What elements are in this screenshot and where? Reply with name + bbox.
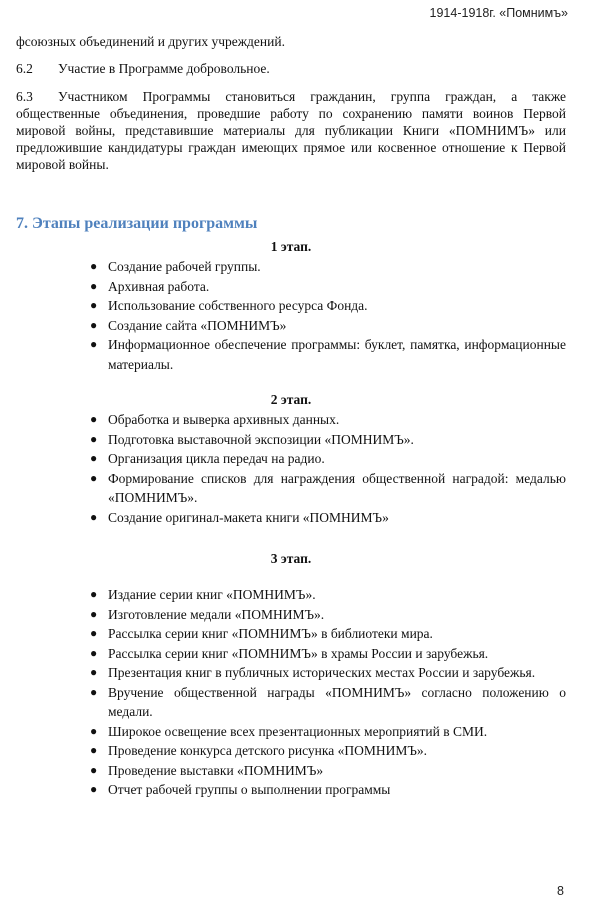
bullet-icon: ●	[90, 470, 98, 485]
list-item: ● Презентация книг в публичных исторических местах России и зарубежья.	[90, 663, 566, 683]
list-item: ● Проведение конкурса детского рисунка «ПОМНИМЪ».	[90, 741, 566, 761]
bullet-icon: ●	[90, 317, 98, 332]
list-item: ● Рассылка серии книг «ПОМНИМЪ» в храмы России и зарубежья.	[90, 644, 566, 664]
running-header: 1914-1918г. «Помнимъ»	[429, 6, 568, 20]
bullet-icon: ●	[90, 782, 98, 796]
list-item: ● Рассылка серии книг «ПОМНИМЪ» в библиотеки мира.	[90, 624, 566, 644]
bullet-icon: ●	[90, 412, 98, 426]
list-item: ● Создание оригинал-макета книги «ПОМНИМЪ»	[90, 508, 566, 528]
list-item: ● Подготовка выставочной экспозиции «ПОМНИМЪ».	[90, 430, 566, 450]
list-item: ● Создание рабочей группы.	[90, 257, 566, 277]
list-item: ● Создание сайта «ПОМНИМЪ»	[90, 316, 566, 336]
list-item: ● Обработка и выверка архивных данных.	[90, 410, 566, 430]
bullet-icon: ●	[90, 626, 98, 640]
list-item: ● Использование собственного ресурса Фонда.	[90, 296, 566, 316]
paragraph-6-3	[16, 88, 566, 173]
stage-1-list	[16, 257, 566, 374]
bullet-icon: ●	[90, 451, 98, 465]
list-item: ● Изготовление медали «ПОМНИМЪ».	[90, 605, 566, 625]
stage-1	[16, 238, 566, 374]
bullet-icon: ●	[90, 298, 98, 312]
bullet-icon: ●	[90, 606, 98, 621]
bullet-icon: ●	[90, 684, 98, 699]
bullet-icon: ●	[90, 337, 98, 351]
stage-3	[16, 550, 566, 800]
list-item: ● Информационное обеспечение программы: буклет, памятка, информационные материалы.	[90, 337, 566, 372]
list-item: ● Архивная работа.	[90, 277, 566, 297]
bullet-icon: ●	[90, 665, 98, 679]
bullet-icon: ●	[90, 762, 98, 777]
bullet-icon: ●	[90, 509, 98, 524]
list-item: ● Издание серии книг «ПОМНИМЪ».	[90, 585, 566, 605]
bullet-icon: ●	[90, 645, 98, 660]
paragraph-text: Участником Программы становиться гражданин, группа граждан, а также общественные объединения, проведшие работу по сохранению памяти воинов Первой мировой войны, представившие материалы для публикации Книги «ПОМНИМЪ» или предложившие кандидатуры граждан имеющих прямое или косвенное отношение к Первой мировой войны.	[16, 89, 566, 172]
list-item: ● Вручение общественной награды «ПОМНИМЪ» согласно положению о медали.	[90, 684, 566, 719]
stage-2	[16, 391, 566, 527]
stage-title: 1 этап.	[270, 239, 312, 254]
list-item: ● Отчет рабочей группы о выполнении программы	[90, 780, 566, 800]
bullet-icon: ●	[90, 278, 98, 293]
list-item: ● Широкое освещение всех презентационных мероприятий в СМИ.	[90, 722, 566, 742]
stage-3-list	[16, 585, 566, 800]
paragraph-number: 6.2	[16, 61, 33, 76]
bullet-icon: ●	[90, 259, 98, 273]
section-heading: 7. Этапы реализации программы	[16, 215, 258, 232]
bullet-icon: ●	[90, 743, 98, 757]
list-item: ● Формирование списков для награждения общественной наградой: медалью «ПОМНИМЪ».	[90, 470, 566, 505]
stage-title: 3 этап.	[270, 551, 312, 566]
continuation-paragraph: фсоюзных объединений и других учреждений.	[16, 34, 285, 49]
paragraph-number: 6.3	[16, 89, 33, 104]
paragraph-6-2	[16, 60, 566, 77]
stage-title: 2 этап.	[270, 392, 312, 407]
list-item: ● Организация цикла передач на радио.	[90, 449, 566, 469]
document-body	[16, 33, 566, 800]
stage-2-list	[16, 410, 566, 527]
bullet-icon: ●	[90, 431, 98, 446]
list-item: ● Проведение выставки «ПОМНИМЪ»	[90, 761, 566, 781]
page-number: 8	[557, 884, 564, 898]
paragraph-text: Участие в Программе добровольное.	[58, 61, 270, 76]
bullet-icon: ●	[90, 587, 98, 601]
bullet-icon: ●	[90, 723, 98, 738]
